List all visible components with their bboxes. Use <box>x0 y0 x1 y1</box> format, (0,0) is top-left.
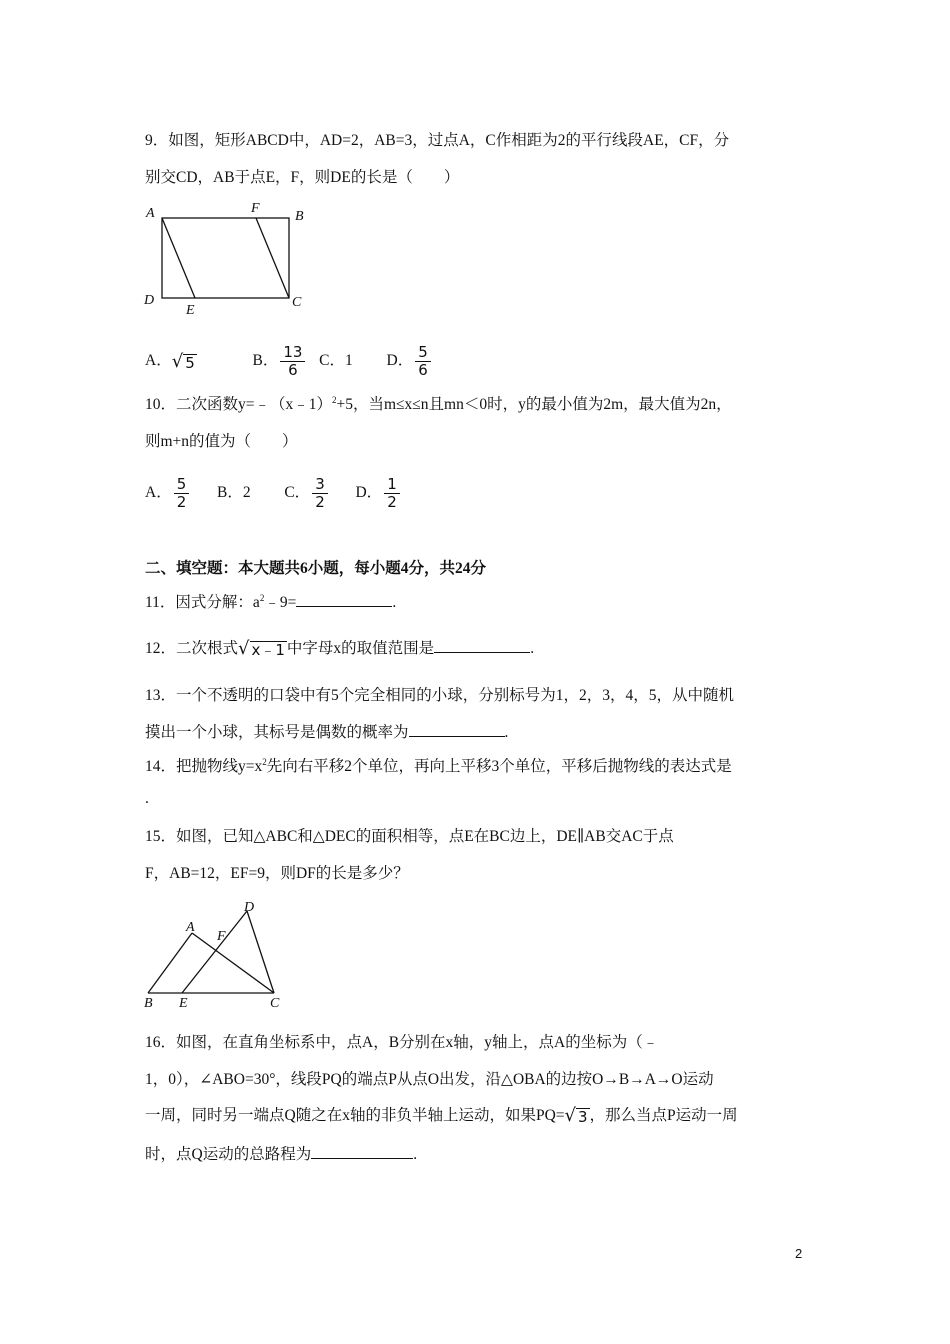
q16-line4: 时，点Q运动的总路程为 . <box>145 1146 418 1163</box>
q9-line1: 9．如图，矩形ABCD中，AD=2，AB=3，过点A，C作相距为2的平行线段AE，CF，分 <box>145 132 730 149</box>
q14-line1: 14．把抛物线$y=x^2$先向右平移2个单位，再向上平移3个单位，平移后抛物线的表达式是 <box>145 757 732 775</box>
q11-answer-blank[interactable] <box>296 592 392 607</box>
q13-line2: 摸出一个小球，其标号是偶数的概率为 . <box>145 724 509 741</box>
q9-option-c[interactable]: C．1 <box>319 352 353 370</box>
label-b: B <box>295 209 304 224</box>
label-d: D <box>244 900 255 915</box>
q9-option-a[interactable]: A． √ 5 <box>145 350 195 372</box>
label-f: F <box>217 929 226 944</box>
segment-dc <box>247 911 274 993</box>
label-e: E <box>186 303 195 318</box>
q9-options <box>145 344 433 379</box>
q11: 11．因式分解：$a^2﹣9=$ . <box>145 593 397 611</box>
q9-option-b[interactable]: B． $\frac{13}{6}$ <box>252 352 307 369</box>
q16-line2: 1，0），∠ABO=30°，线段PQ的端点P从点O出发，沿△OBA的边按O→B→A→O运动 <box>145 1071 714 1088</box>
label-a: A <box>186 920 195 935</box>
q10-line2: 则m+n的值为（ ） <box>145 433 298 450</box>
q10-option-c[interactable]: C． $\frac{3}{2}$ <box>284 484 329 501</box>
q16-answer-blank[interactable] <box>311 1144 413 1159</box>
segment-ac <box>192 933 274 993</box>
q13-line1: 13．一个不透明的口袋中有5个完全相同的小球，分别标号为1，2，3，4，5，从中随机 <box>145 687 735 704</box>
q15-line1: 15．如图，已知△ABC和△DEC的面积相等，点E在BC边上，DE∥AB交AC于点 <box>145 828 674 845</box>
segment-ab <box>148 933 192 993</box>
label-c: C <box>292 295 302 310</box>
q16-line3: 一周，同时另一端点Q随之在x轴的非负半轴上运动，如果PQ= √ 3 ，那么当点P运动一周 <box>145 1105 738 1127</box>
q14-line2: . <box>145 790 149 807</box>
label-d: D <box>144 293 155 308</box>
q10-options <box>145 476 402 511</box>
q12-answer-blank[interactable] <box>434 638 530 653</box>
section-2-title: 二、填空题：本大题共6小题，每小题4分，共24分 <box>145 560 487 577</box>
q10-option-d[interactable]: D． $\frac{1}{2}$ <box>355 484 401 501</box>
label-c: C <box>270 996 280 1011</box>
q10-option-b[interactable]: B．2 <box>217 484 251 502</box>
label-f: F <box>251 201 260 216</box>
q15-line2: F，AB=12，EF=9，则DF的长是多少？ <box>145 865 409 882</box>
q12: 12．二次根式 √ x﹣1 中字母x的取值范围是 . <box>145 638 535 660</box>
q10-option-a[interactable]: A． $\frac{5}{2}$ <box>145 484 191 501</box>
q9-line2: 别交CD，AB于点E，F，则DE的长是（ ） <box>145 169 460 186</box>
page-number: 2 <box>795 1246 803 1261</box>
q9-option-d[interactable]: D． $\frac{5}{6}$ <box>387 352 433 369</box>
q13-answer-blank[interactable] <box>409 722 505 737</box>
q10-line1: 10．二次函数y=﹣（x﹣1）$^2$+5，当m≤x≤n且mn＜0时，y的最小值为2m，最大值为2n， <box>145 395 732 413</box>
label-b: B <box>144 996 153 1011</box>
segment-ae <box>162 218 195 298</box>
q9-rectangle-figure <box>140 198 315 318</box>
q16-line1: 16．如图，在直角坐标系中，点A，B分别在x轴，y轴上，点A的坐标为（﹣ <box>145 1034 659 1051</box>
segment-cf <box>256 218 289 298</box>
rectangle-abcd <box>162 218 289 298</box>
q15-triangle-figure <box>140 895 290 1013</box>
label-a: A <box>146 206 155 221</box>
label-e: E <box>179 996 188 1011</box>
